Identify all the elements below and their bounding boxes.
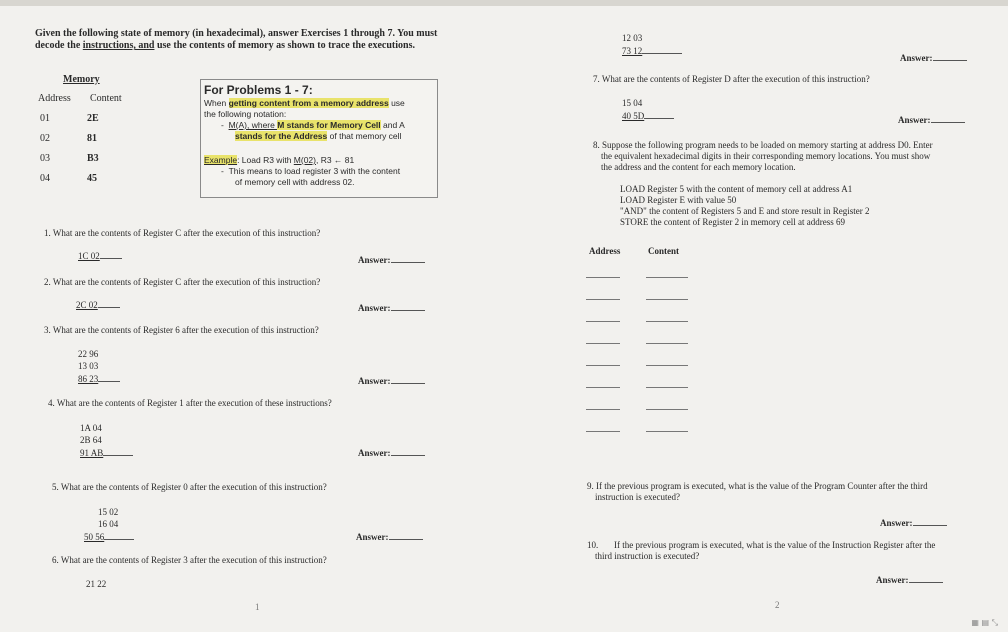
notation-example: Example: Load R3 with M(02), R3 ← 81 bbox=[204, 155, 355, 165]
question-2: 2. What are the contents of Register C after the execution of this instruction? bbox=[44, 277, 321, 287]
content-cell[interactable] bbox=[646, 277, 688, 278]
page-number-2: 2 bbox=[775, 600, 780, 610]
memory-content: 81 bbox=[87, 133, 97, 144]
q7-instruction: 15 04 bbox=[622, 98, 643, 108]
memory-content: 2E bbox=[87, 113, 99, 124]
q1-answer[interactable]: Answer: bbox=[358, 254, 425, 265]
question-8-line1: 8. Suppose the following program needs to be loaded on memory starting at address D0. Enter bbox=[593, 140, 933, 150]
content-cell[interactable] bbox=[646, 365, 688, 366]
q3-instruction: 13 03 bbox=[78, 361, 99, 371]
program-line: LOAD Register E with value 50 bbox=[620, 195, 737, 205]
q2-instruction: 2C 02 bbox=[76, 299, 120, 310]
memory-address: 03 bbox=[40, 153, 50, 164]
content-cell[interactable] bbox=[646, 431, 688, 432]
q8-col-content: Content bbox=[648, 246, 679, 256]
intro-part1: Given the following state of memory (in hexadecimal), answer Exercises 1 through 7. You must decode the bbox=[35, 28, 438, 51]
memory-col-address: Address bbox=[38, 93, 71, 104]
program-line: STORE the content of Register 2 in memory cell at address 69 bbox=[620, 217, 846, 227]
address-cell[interactable] bbox=[586, 431, 620, 432]
q4-instruction: 91 AB bbox=[80, 447, 133, 458]
address-cell[interactable] bbox=[586, 365, 620, 366]
q4-answer[interactable]: Answer: bbox=[358, 447, 425, 458]
content-cell[interactable] bbox=[646, 343, 688, 344]
address-cell[interactable] bbox=[586, 321, 620, 322]
right-top-answer[interactable]: Answer: bbox=[900, 52, 967, 63]
q5-instruction: 15 02 bbox=[98, 507, 119, 517]
program-line: "AND" the content of Registers 5 and E and store result in Register 2 bbox=[620, 206, 870, 216]
address-cell[interactable] bbox=[586, 409, 620, 410]
intro-part2: instructions, and bbox=[82, 40, 155, 51]
q5-instruction: 16 04 bbox=[98, 519, 119, 529]
right-instruction: 12 03 bbox=[622, 33, 643, 43]
memory-address: 04 bbox=[40, 173, 50, 184]
address-cell[interactable] bbox=[586, 387, 620, 388]
q8-col-address: Address bbox=[589, 246, 621, 256]
memory-content: 45 bbox=[87, 173, 97, 184]
question-10-line1: If the previous program is executed, what is the value of the Instruction Register after the bbox=[614, 540, 936, 550]
content-cell[interactable] bbox=[646, 299, 688, 300]
question-6: 6. What are the contents of Register 3 after the execution of this instruction? bbox=[52, 555, 327, 565]
grid-icon[interactable]: ▦ bbox=[971, 618, 979, 627]
question-8-line2: the equivalent hexadecimal digits in their corresponding memory locations. You must show bbox=[601, 151, 931, 161]
question-5: 5. What are the contents of Register 0 after the execution of this instruction? bbox=[52, 482, 327, 492]
q3-instruction: 22 96 bbox=[78, 349, 99, 359]
q6-instruction: 21 22 bbox=[86, 579, 107, 589]
intro-part3: use the contents of memory as shown to trace the executions. bbox=[154, 40, 415, 51]
q7-answer[interactable]: Answer: bbox=[898, 114, 965, 125]
q10-answer[interactable]: Answer: bbox=[876, 574, 943, 585]
question-9-line1: 9. If the previous program is executed, what is the value of the Program Counter after the third bbox=[587, 481, 928, 491]
q4-instruction: 1A 04 bbox=[80, 423, 102, 433]
memory-address: 01 bbox=[40, 113, 50, 124]
q3-answer[interactable]: Answer: bbox=[358, 375, 425, 386]
notation-box-title: For Problems 1 - 7: bbox=[204, 83, 313, 97]
question-9-line2: instruction is executed? bbox=[595, 492, 680, 502]
address-cell[interactable] bbox=[586, 299, 620, 300]
notation-line-2: the following notation: bbox=[204, 109, 287, 119]
q1-instruction: 1C 02 bbox=[78, 250, 122, 261]
right-instruction: 73 12 bbox=[622, 45, 682, 56]
program-line: LOAD Register 5 with the content of memory cell at address A1 bbox=[620, 184, 853, 194]
question-10-line2: third instruction is executed? bbox=[595, 551, 700, 561]
memory-col-content: Content bbox=[90, 93, 122, 104]
zoom-icon[interactable]: ⤡ bbox=[991, 618, 998, 627]
q2-answer[interactable]: Answer: bbox=[358, 302, 425, 313]
question-4: 4. What are the contents of Register 1 after the execution of these instructions? bbox=[48, 398, 332, 408]
notation-line-4: stands for the Address of that memory cell bbox=[235, 131, 402, 141]
notation-line-3: - M(A), where M stands for Memory Cell and A bbox=[221, 120, 405, 130]
q9-answer[interactable]: Answer: bbox=[880, 517, 947, 528]
content-cell[interactable] bbox=[646, 321, 688, 322]
question-1: 1. What are the contents of Register C after the execution of this instruction? bbox=[44, 228, 321, 238]
question-3: 3. What are the contents of Register 6 after the execution of this instruction? bbox=[44, 325, 319, 335]
notation-line-6: - This means to load register 3 with the content bbox=[221, 166, 401, 176]
viewer-toolbar bbox=[971, 618, 998, 628]
memory-address: 02 bbox=[40, 133, 50, 144]
q7-instruction: 40 5D bbox=[622, 110, 674, 121]
question-8-line3: the address and the content for each memory location. bbox=[601, 162, 796, 172]
address-cell[interactable] bbox=[586, 277, 620, 278]
content-cell[interactable] bbox=[646, 387, 688, 388]
q5-answer[interactable]: Answer: bbox=[356, 531, 423, 542]
top-strip bbox=[0, 0, 1008, 6]
notation-line-7: of memory cell with address 02. bbox=[235, 177, 355, 187]
address-cell[interactable] bbox=[586, 343, 620, 344]
content-cell[interactable] bbox=[646, 409, 688, 410]
question-10-number: 10. bbox=[587, 540, 599, 550]
notation-box bbox=[200, 79, 438, 198]
memory-content: B3 bbox=[87, 153, 99, 164]
q5-instruction: 50 56 bbox=[84, 531, 134, 542]
q3-instruction: 86 23 bbox=[78, 373, 120, 384]
page-number-1: 1 bbox=[255, 602, 260, 612]
notation-line-1: When getting content from a memory address use bbox=[204, 98, 405, 108]
memory-title: Memory bbox=[63, 74, 100, 85]
intro-paragraph bbox=[35, 28, 465, 52]
page-icon[interactable]: ▤ bbox=[981, 618, 990, 627]
question-7: 7. What are the contents of Register D after the execution of this instruction? bbox=[593, 74, 870, 84]
q4-instruction: 2B 64 bbox=[80, 435, 102, 445]
